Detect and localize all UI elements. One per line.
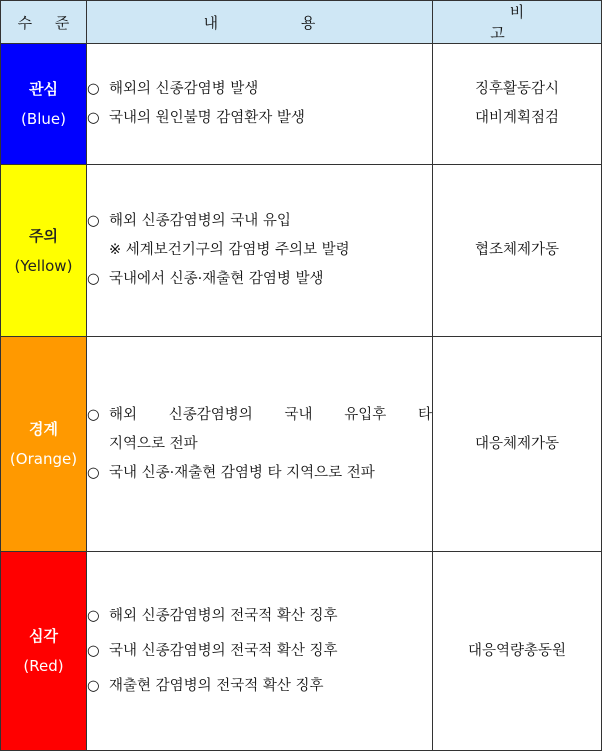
circle-bullet-icon: ○ xyxy=(87,110,100,126)
level-english: (Blue) xyxy=(21,110,66,128)
list-item: ○ 재출현 감염병의 전국적 확산 징후 xyxy=(87,672,432,701)
header-level: 수 준 xyxy=(1,1,87,44)
circle-bullet-icon: ○ xyxy=(87,81,100,97)
list-item: ○ 해외 신종감염병의 국내 유입 xyxy=(87,207,432,236)
level-row-orange xyxy=(1,337,602,552)
circle-bullet-icon: ○ xyxy=(87,271,100,287)
level-cell-red xyxy=(1,552,87,751)
list-item: ○ 국내에서 신종·재출현 감염병 발생 xyxy=(87,265,432,294)
list-item: ○ 국내의 원인불명 감염환자 발생 xyxy=(87,104,432,133)
level-cell-yellow xyxy=(1,165,87,337)
list-item: ○ 해외 신종감염병의 전국적 확산 징후 xyxy=(87,602,432,631)
level-english: (Red) xyxy=(23,657,64,675)
level-english: (Yellow) xyxy=(14,256,73,275)
level-name: 관심 xyxy=(29,80,58,98)
note-cell-orange xyxy=(433,337,602,552)
content-cell-orange xyxy=(87,337,433,552)
circle-bullet-icon: ○ xyxy=(87,406,100,423)
header-content: 내 용 xyxy=(87,1,433,44)
list-item: ○ 해외 신종감염병의 국내 유입후 타 xyxy=(87,401,432,430)
level-name: 주의 xyxy=(29,226,58,245)
note-line: 대비계획점검 xyxy=(474,110,560,126)
circle-bullet-icon: ○ xyxy=(87,464,100,481)
header-row xyxy=(1,1,602,44)
level-cell-blue xyxy=(1,44,87,165)
circle-bullet-icon: ○ xyxy=(87,642,100,659)
content-cell-blue xyxy=(87,44,433,165)
note-line: 대응체제가동 xyxy=(474,435,560,452)
circle-bullet-icon: ○ xyxy=(87,213,100,229)
list-item: ○ 해외의 신종감염병 발생 xyxy=(87,75,432,104)
circle-bullet-icon: ○ xyxy=(87,677,100,694)
list-item: ○ 국내 신종감염병의 전국적 확산 징후 xyxy=(87,637,432,666)
level-name: 경계 xyxy=(29,420,58,438)
circle-bullet-icon: ○ xyxy=(87,607,100,624)
note-item: ※ 세계보건기구의 감염병 주의보 발령 xyxy=(109,242,350,258)
header-note: 비 고 xyxy=(433,1,602,44)
level-row-yellow xyxy=(1,165,602,337)
note-cell-yellow xyxy=(433,165,602,337)
note-cell-red xyxy=(433,552,602,751)
list-item: ○ 국내 신종·재출현 감염병 타 지역으로 전파 xyxy=(87,459,432,488)
note-cell-blue xyxy=(433,44,602,165)
note-line: 징후활동감시 xyxy=(474,81,560,97)
level-row-blue xyxy=(1,44,602,165)
level-name: 심각 xyxy=(29,627,58,645)
content-cell-red xyxy=(87,552,433,751)
note-line: 협조체제가동 xyxy=(474,242,560,258)
level-cell-orange xyxy=(1,337,87,552)
list-item-continuation: 지역으로 전파 xyxy=(109,435,198,452)
level-row-red xyxy=(1,552,602,751)
content-cell-yellow xyxy=(87,165,433,337)
note-line: 대응역량총동원 xyxy=(467,642,567,659)
level-english: (Orange) xyxy=(9,450,78,468)
